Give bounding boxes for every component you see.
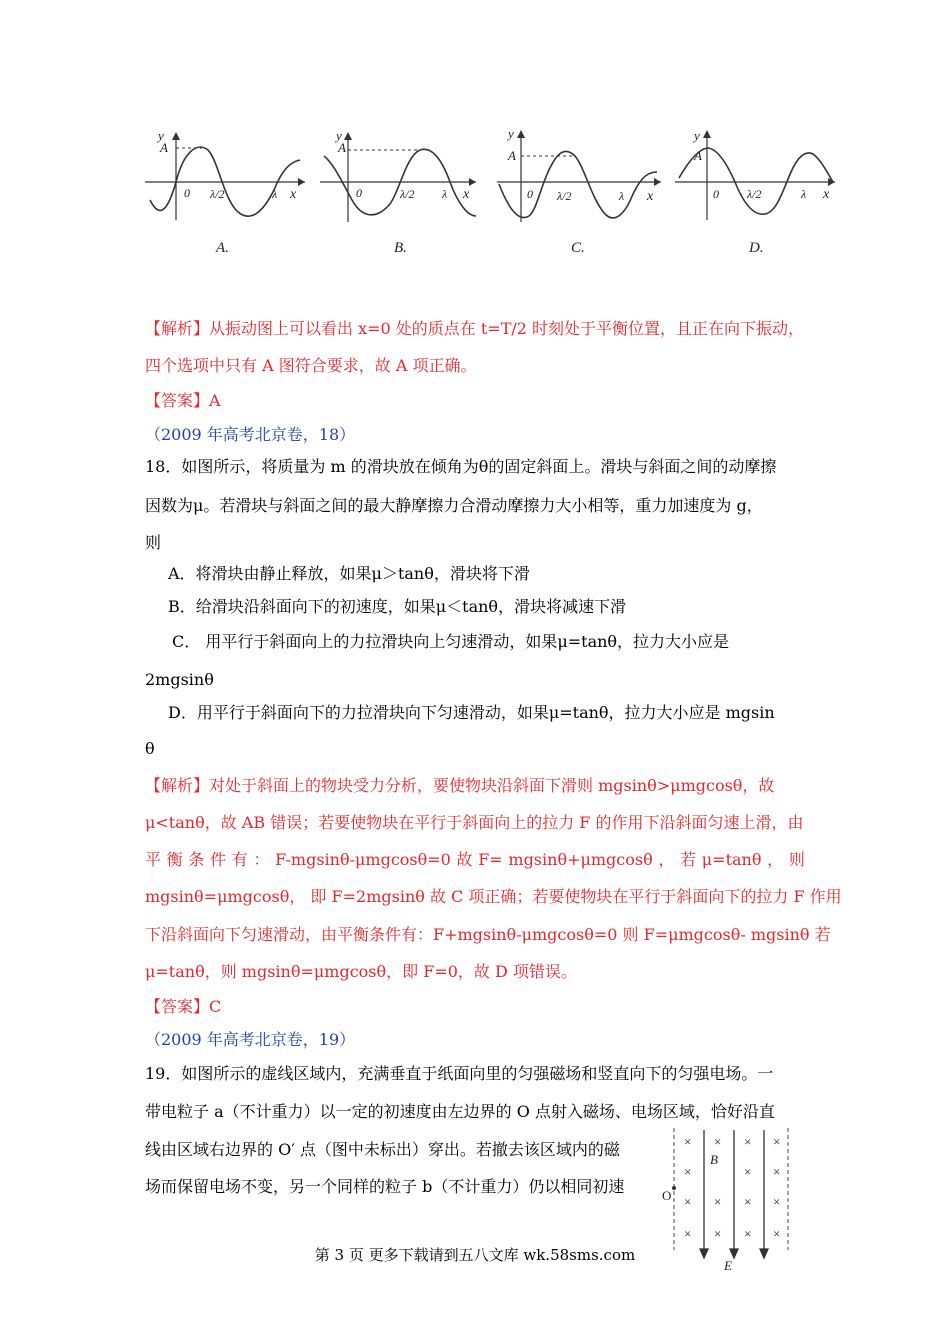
q18-analysis-line3-token: μ=tanθ: [701, 850, 762, 869]
q18-analysis-line5: 下沿斜面向下匀速滑动，由平衡条件有：F+mgsinθ-μmgcosθ=0 则 F=μmgcosθ- mgsinθ 若: [145, 925, 831, 944]
q18-analysis-line3-token: F-mgsinθ-μmgcosθ=0: [275, 850, 451, 869]
point-o-marker: [672, 1186, 676, 1190]
q17-analysis-line2: 四个选项中只有 A 图符合要求，故 A 项正确。: [145, 356, 477, 375]
q18-analysis-line3: [145, 850, 805, 870]
graph-option-d: [675, 128, 835, 256]
q18-analysis-line3-token: 条: [188, 850, 205, 869]
svg-text:×: ×: [744, 1226, 752, 1241]
q18-stem-line1: 18．如图所示，将质量为 m 的滑块放在倾角为θ的固定斜面上。滑块与斜面之间的动摩擦: [145, 457, 777, 476]
svg-text:×: ×: [684, 1164, 692, 1179]
q18-answer: 【答案】C: [145, 997, 222, 1016]
q18-analysis-line3-token: 平: [145, 850, 162, 869]
svg-text:×: ×: [714, 1134, 722, 1149]
magnetic-field-label: B: [710, 1152, 718, 1167]
q18-analysis-line3-token: ：: [253, 850, 270, 869]
svg-text:×: ×: [773, 1194, 781, 1209]
q18-option-d-line1: D．用平行于斜面向下的力拉滑块向下匀速滑动，如果μ=tanθ，拉力大小应是 mgsin: [168, 703, 775, 722]
magnetic-field-crosses: [684, 1134, 780, 1241]
svg-text:×: ×: [773, 1164, 781, 1179]
graph-d-option-label: D.: [749, 240, 764, 256]
q18-stem-line3: 则: [145, 533, 162, 552]
q19-stem-line1: 19．如图所示的虚线区域内，充满垂直于纸面向里的匀强磁场和竖直向下的匀强电场。一: [145, 1064, 774, 1083]
svg-text:×: ×: [744, 1134, 752, 1149]
q19-stem-line4: 场而保留电场不变，另一个同样的粒子 b（不计重力）仍以相同初速: [145, 1177, 625, 1196]
q19-stem-line2: 带电粒子 a（不计重力）以一定的初速度由左边界的 O 点射入磁场、电场区域，恰好沿直: [145, 1102, 775, 1121]
svg-text:×: ×: [744, 1164, 752, 1179]
graph-a-half-wavelength-label: λ/2: [210, 187, 225, 201]
svg-text:×: ×: [714, 1194, 722, 1209]
graph-d-y-axis-label: y: [694, 128, 700, 143]
q18-analysis-line4: mgsinθ=μmgcosθ， 即 F=2mgsinθ 故 C 项正确；若要使物块在平行于斜面向下的拉力 F 作用: [145, 887, 842, 906]
q18-source: （2009 年高考北京卷，18）: [145, 425, 356, 444]
q18-analysis-line3-token: 则: [788, 850, 805, 869]
graph-c-half-wavelength-label: λ/2: [557, 189, 572, 203]
q18-analysis-line3-token: ，: [658, 850, 675, 869]
q18-analysis-line2: μ<tanθ，故 AB 错误；若要使物块在平行于斜面向上的拉力 F 的作用下沿斜面匀速上滑，由: [145, 813, 804, 832]
graph-option-b: [320, 128, 476, 256]
q18-analysis-line3-token: ，: [767, 850, 784, 869]
point-o-label: O: [662, 1188, 672, 1203]
svg-text:×: ×: [773, 1134, 781, 1149]
q18-stem-line2: 因数为μ。若滑块与斜面之间的最大静摩擦力合滑动摩擦力大小相等，重力加速度为 g，: [145, 496, 763, 515]
graph-b-half-wavelength-label: λ/2: [400, 187, 415, 201]
q19-source: （2009 年高考北京卷，19）: [145, 1030, 356, 1049]
graph-d-origin-label: 0: [713, 187, 719, 201]
graph-a-amplitude-label: A: [160, 140, 168, 155]
graph-option-c: [497, 126, 661, 256]
q18-analysis-line3-token: mgsinθ+μmgcosθ: [508, 850, 653, 869]
q17-analysis-line1: 【解析】从振动图上可以看出 x=0 处的质点在 t=T/2 时刻处于平衡位置，且正在向下振动，: [145, 319, 805, 338]
q18-option-c-line1: C． 用平行于斜面向上的力拉滑块向上匀速滑动，如果μ=tanθ，拉力大小应是: [172, 632, 730, 651]
graph-option-a: [145, 128, 305, 256]
graph-b-x-axis-label: x: [463, 187, 470, 202]
q18-analysis-line3-token: 件: [210, 850, 227, 869]
svg-text:×: ×: [714, 1226, 722, 1241]
svg-text:×: ×: [773, 1226, 781, 1241]
graph-d-half-wavelength-label: λ/2: [747, 187, 762, 201]
q18-analysis-line3-token: 衡: [166, 850, 183, 869]
q18-option-d-line2: θ: [145, 739, 155, 758]
graph-a-y-axis-label: y: [158, 128, 164, 143]
graph-b-origin-label: 0: [356, 186, 362, 200]
graph-a-origin-label: 0: [184, 186, 190, 200]
graph-c-x-axis-label: x: [647, 189, 654, 204]
q18-analysis-line3-token: 有: [231, 850, 248, 869]
page-footer: 第 3 页 更多下载请到五八文库 wk.58sms.com: [314, 1246, 636, 1264]
graph-c-origin-label: 0: [527, 187, 533, 201]
q17-answer: 【答案】A: [145, 391, 221, 410]
svg-text:×: ×: [684, 1134, 692, 1149]
q18-option-a: A．将滑块由静止释放，如果μ＞tanθ，滑块将下滑: [168, 564, 530, 583]
graph-a-option-label: A.: [216, 240, 229, 256]
graph-c-amplitude-label: A: [508, 148, 516, 163]
q18-analysis-line6: μ=tanθ，则 mgsinθ=μmgcosθ，即 F=0，故 D 项错误。: [145, 962, 577, 981]
graph-d-x-axis-label: x: [823, 187, 830, 202]
graph-a-wavelength-label: λ: [272, 187, 278, 201]
graph-c-wavelength-label: λ: [619, 189, 625, 203]
graph-b-wavelength-label: λ: [442, 187, 448, 201]
graph-b-y-axis-label: y: [336, 128, 342, 143]
electric-field-label: E: [724, 1258, 732, 1272]
svg-text:×: ×: [744, 1194, 752, 1209]
graph-a-x-axis-label: x: [290, 187, 297, 202]
graph-d-wavelength-label: λ: [801, 187, 807, 201]
graph-b-option-label: B.: [394, 240, 407, 256]
q18-option-c-line2: 2mgsinθ: [145, 670, 214, 689]
q18-analysis-line3-token: 故: [456, 850, 473, 869]
graph-c-y-axis-label: y: [508, 126, 514, 141]
graph-b-amplitude-label: A: [338, 140, 346, 155]
wave-figure-options: [140, 120, 840, 265]
graph-d-amplitude-label: A: [694, 148, 702, 163]
q18-analysis-line3-token: F=: [478, 850, 503, 869]
q18-analysis-line1: 【解析】对处于斜面上的物块受力分析，要使物块沿斜面下滑则 mgsinθ>μmgcosθ，故: [145, 776, 775, 795]
q18-option-b: B．给滑块沿斜面向下的初速度，如果μ＜tanθ，滑块将减速下滑: [168, 597, 627, 616]
q18-analysis-line3-token: 若: [680, 850, 697, 869]
graph-c-option-label: C.: [571, 240, 585, 256]
svg-text:×: ×: [684, 1226, 692, 1241]
q19-stem-line3: 线由区域右边界的 O′ 点（图中未标出）穿出。若撤去该区域内的磁: [145, 1140, 620, 1159]
svg-text:×: ×: [684, 1194, 692, 1209]
